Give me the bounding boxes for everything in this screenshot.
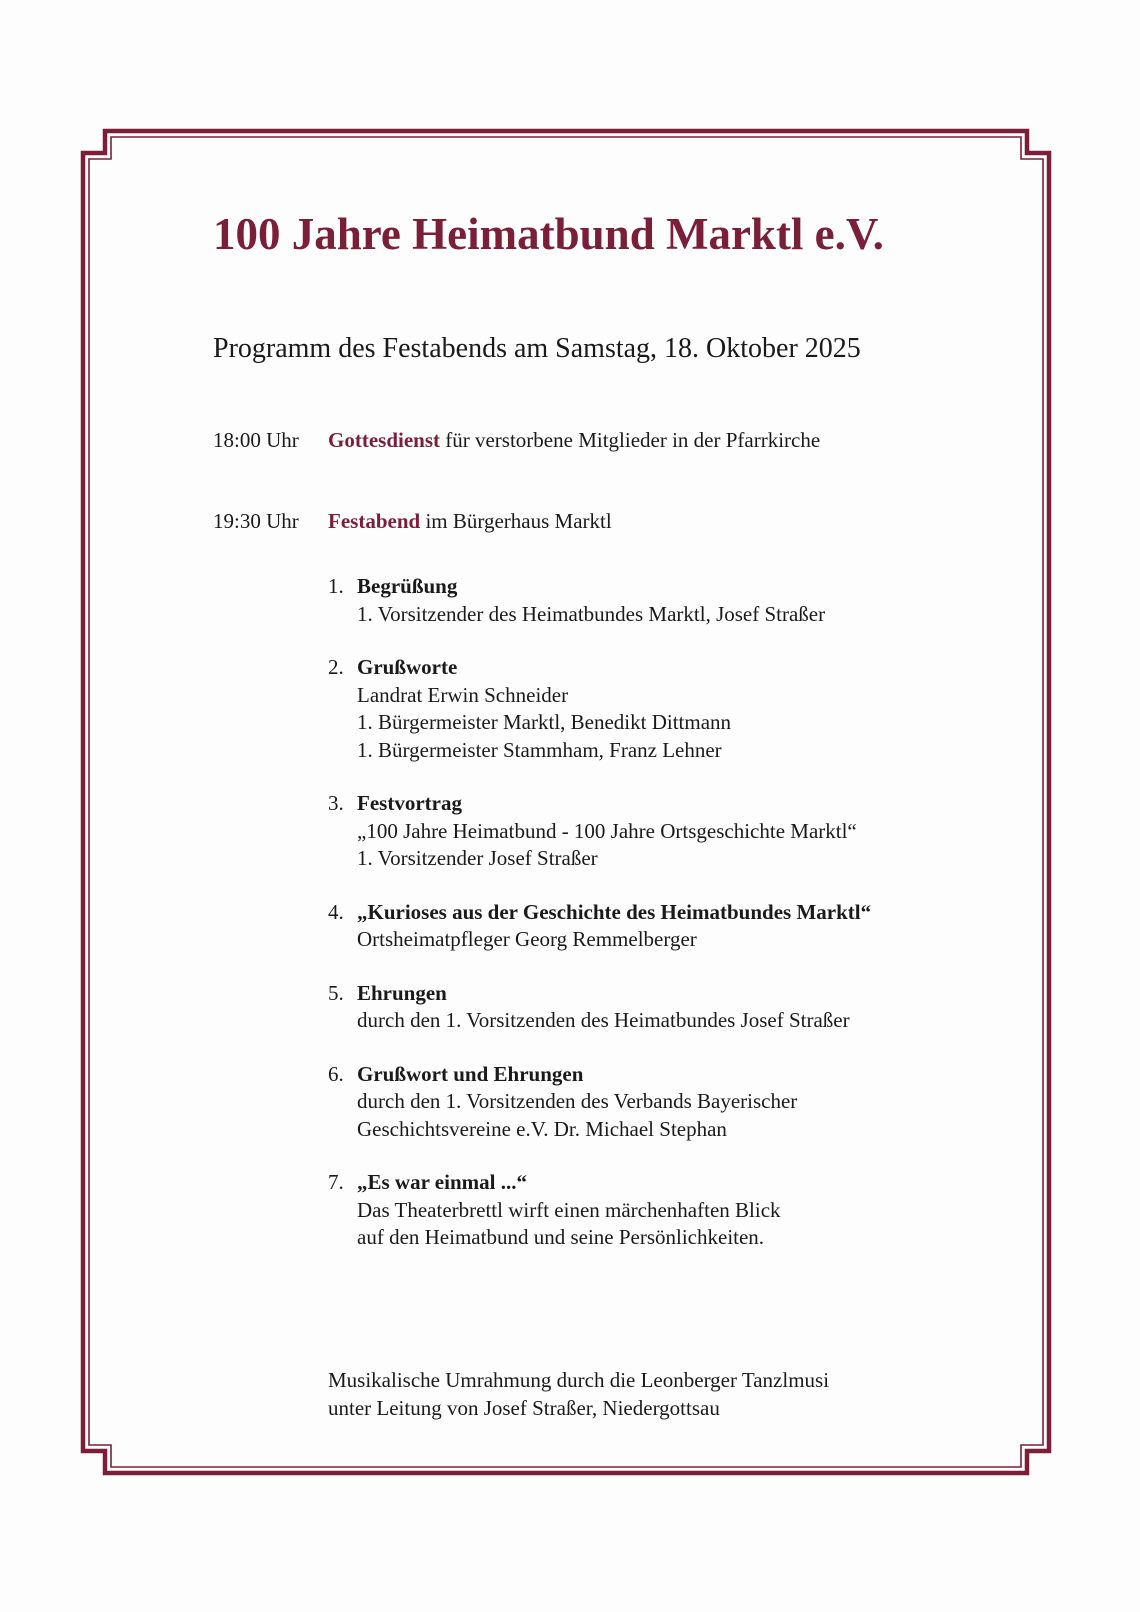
item-line: 1. Vorsitzender Josef Straßer — [357, 846, 598, 870]
event-detail: für verstorbene Mitglieder in der Pfarrkirche — [440, 428, 821, 452]
item-line: durch den 1. Vorsitzenden des Verbands Bayerischer — [357, 1089, 798, 1113]
program-item — [328, 1169, 871, 1252]
music-credit — [328, 1366, 829, 1422]
item-number: 7. — [328, 1170, 344, 1194]
item-line: „100 Jahre Heimatbund - 100 Jahre Ortsgeschichte Marktl“ — [357, 818, 857, 843]
item-line: Landrat Erwin Schneider — [357, 682, 569, 707]
item-heading: Ehrungen — [357, 980, 447, 1005]
item-number: 1. — [328, 574, 344, 598]
event-detail: im Bürgerhaus Marktl — [420, 509, 612, 533]
program-item — [328, 573, 871, 628]
program-item — [328, 1061, 871, 1144]
item-number: 4. — [328, 899, 344, 924]
item-number: 5. — [328, 980, 344, 1005]
music-credit-line: Musikalische Umrahmung durch die Leonberger Tanzlmusi — [328, 1368, 830, 1392]
item-number: 3. — [328, 791, 344, 815]
event-time: 18:00 Uhr — [213, 428, 299, 452]
item-line: 1. Bürgermeister Stammham, Franz Lehner — [357, 737, 722, 762]
item-line: durch den 1. Vorsitzenden des Heimatbundes Josef Straßer — [357, 1008, 850, 1032]
page-title: 100 Jahre Heimatbund Marktl e.V. — [213, 209, 884, 259]
item-line: 1. Vorsitzender des Heimatbundes Marktl, Josef Straßer — [357, 601, 826, 626]
item-line: 1. Bürgermeister Marktl, Benedikt Dittmann — [357, 710, 732, 734]
program-item — [328, 654, 871, 764]
item-line: auf den Heimatbund und seine Persönlichkeiten. — [357, 1225, 765, 1249]
item-line: Ortsheimatpfleger Georg Remmelberger — [357, 927, 697, 951]
item-heading: Festvortrag — [357, 791, 462, 815]
event-name: Gottesdienst — [328, 428, 440, 452]
program-subtitle: Programm des Festabends am Samstag, 18. Oktober 2025 — [213, 333, 861, 364]
item-line: Das Theaterbrettl wirft einen märchenhaften Blick — [357, 1197, 781, 1222]
event-festabend — [213, 509, 612, 534]
music-credit-line: unter Leitung von Josef Straßer, Niedergottsau — [328, 1396, 720, 1420]
item-line: Geschichtsvereine e.V. Dr. Michael Stephan — [357, 1116, 727, 1141]
item-number: 2. — [328, 655, 344, 679]
event-name: Festabend — [328, 509, 421, 533]
event-gottesdienst — [213, 428, 820, 453]
program-list — [328, 573, 871, 1278]
item-heading: Begrüßung — [357, 574, 458, 598]
item-number: 6. — [328, 1061, 344, 1086]
program-item — [328, 899, 871, 954]
event-time: 19:30 Uhr — [213, 509, 299, 533]
item-heading: „Kurioses aus der Geschichte des Heimatbundes Marktl“ — [357, 899, 872, 924]
program-item — [328, 790, 871, 873]
item-heading: Grußworte — [357, 655, 458, 679]
program-item — [328, 980, 871, 1035]
item-heading: Grußwort und Ehrungen — [357, 1061, 584, 1086]
item-heading: „Es war einmal ...“ — [357, 1170, 527, 1194]
